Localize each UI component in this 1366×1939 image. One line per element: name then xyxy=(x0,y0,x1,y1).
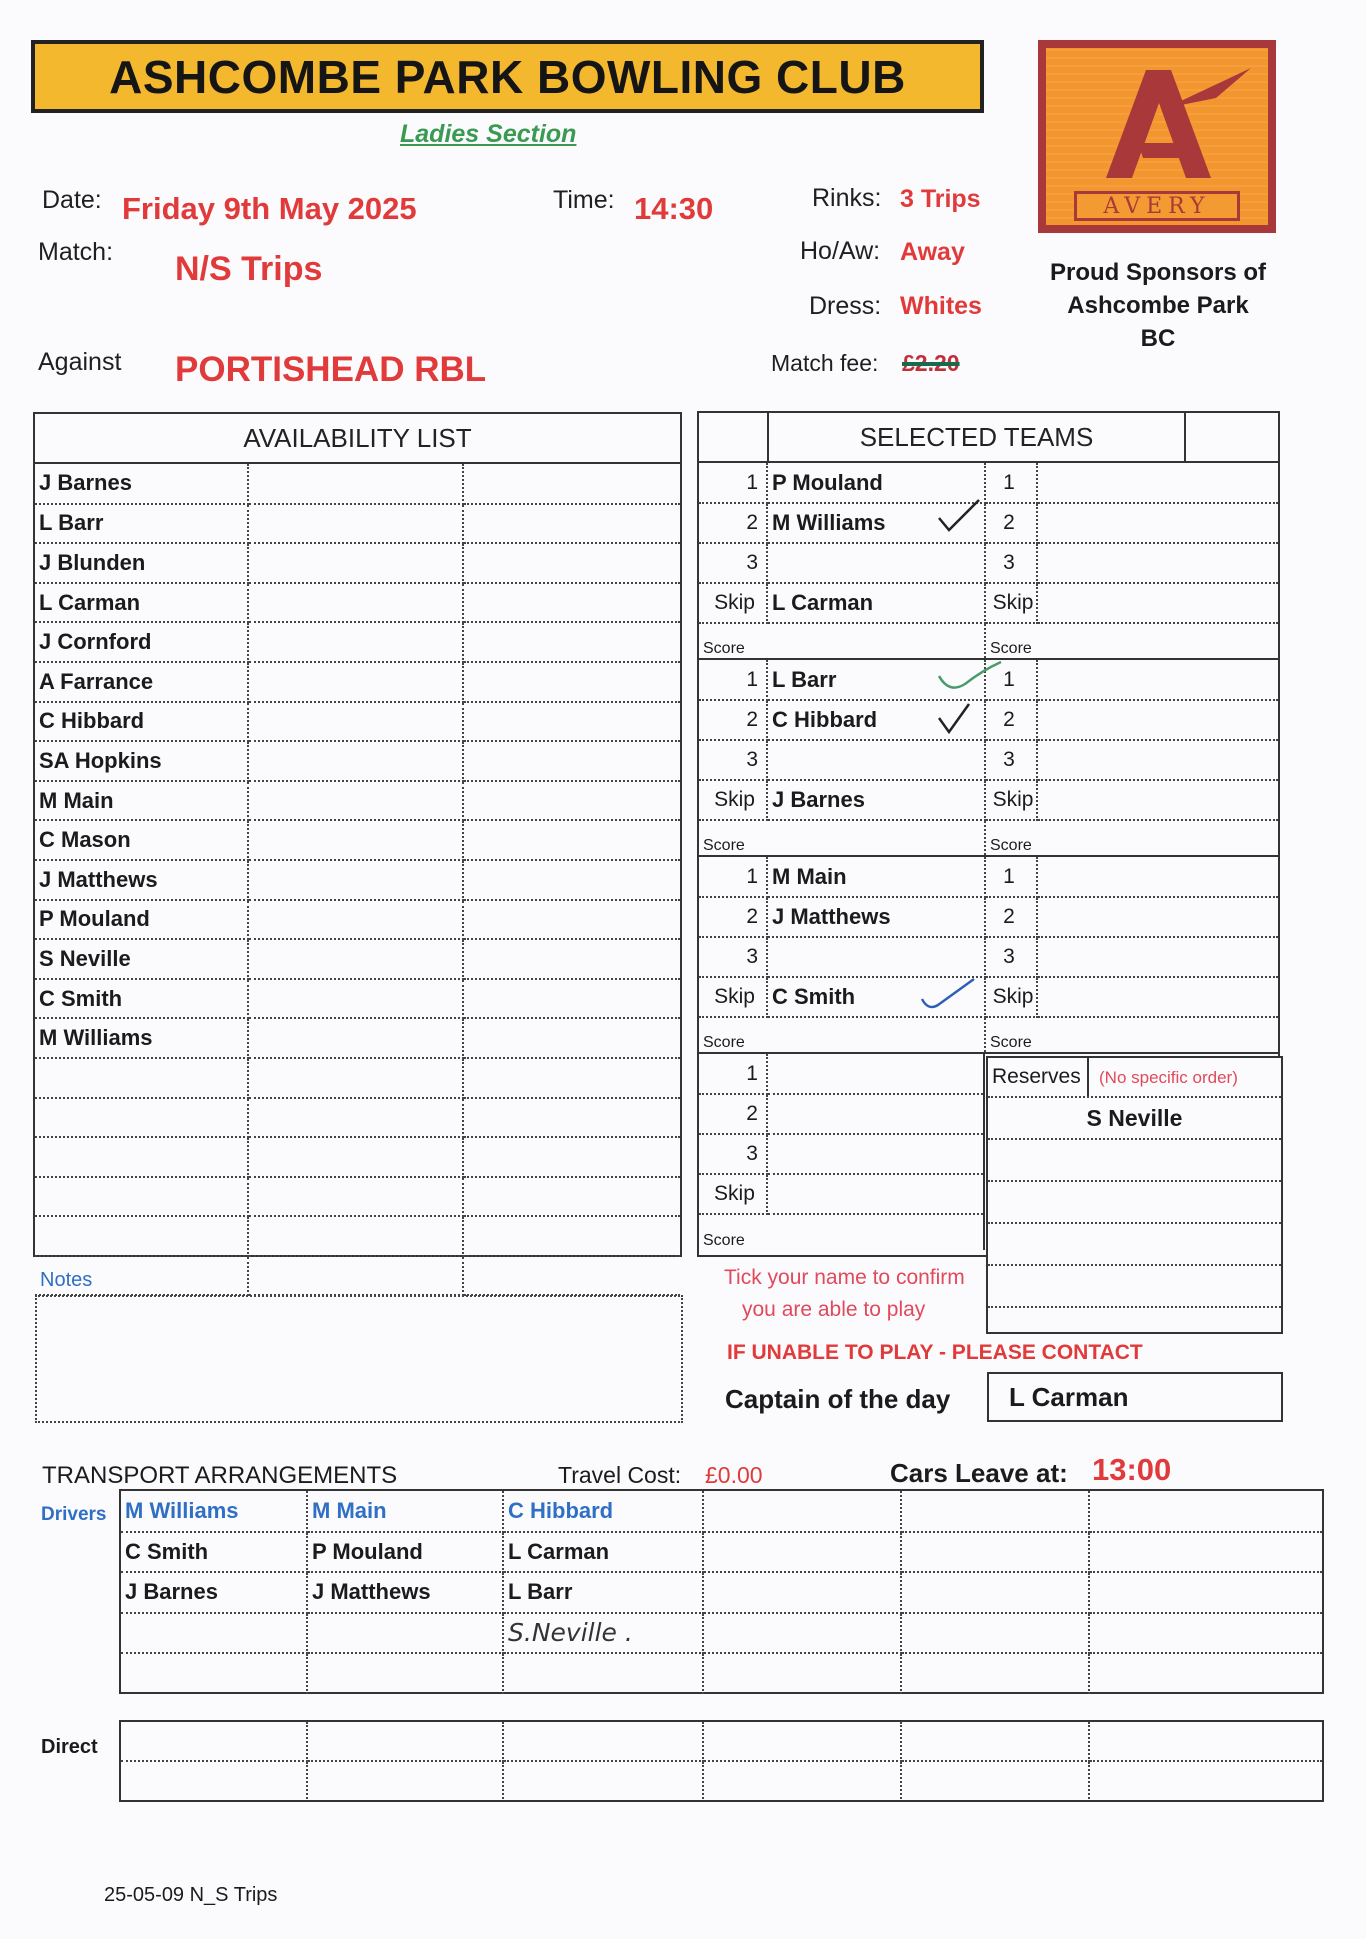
selected-teams-title: SELECTED TEAMS xyxy=(769,413,1186,461)
match-value: N/S Trips xyxy=(175,250,323,288)
opponent-position-number: 1 xyxy=(985,857,1037,897)
passenger-cell[interactable] xyxy=(1089,1653,1322,1694)
availability-row xyxy=(35,543,680,583)
direct-cell[interactable] xyxy=(121,1761,307,1800)
availability-cell[interactable] xyxy=(463,820,680,860)
tick-mark-icon xyxy=(935,496,985,536)
availability-row xyxy=(35,1137,680,1177)
availability-name: C Mason xyxy=(35,820,248,860)
position-number: 3 xyxy=(699,740,767,780)
availability-cell[interactable] xyxy=(248,1256,463,1296)
transport-row xyxy=(121,1491,1322,1532)
availability-cell[interactable] xyxy=(463,939,680,979)
availability-cell[interactable] xyxy=(248,939,463,979)
availability-cell[interactable] xyxy=(463,583,680,623)
position-number: 1 xyxy=(699,857,767,897)
score-label: Score xyxy=(699,1017,985,1053)
opponent-name[interactable] xyxy=(1037,937,1278,977)
availability-cell[interactable] xyxy=(248,1058,463,1098)
opponent-position-number: 2 xyxy=(985,700,1037,740)
section-title: Ladies Section xyxy=(400,120,577,148)
availability-row xyxy=(35,1018,680,1058)
passenger-cell[interactable] xyxy=(503,1653,703,1694)
passenger-cell[interactable]: P Mouland xyxy=(307,1532,503,1573)
direct-cell[interactable] xyxy=(307,1761,503,1800)
position-number: 1 xyxy=(699,660,767,700)
tick-note-2: you are able to play xyxy=(742,1298,926,1321)
travel-cost-label: Travel Cost: xyxy=(558,1462,682,1488)
player-name: J Barnes xyxy=(767,780,985,820)
availability-cell[interactable] xyxy=(248,900,463,940)
position-number: 2 xyxy=(699,1094,767,1134)
availability-name: SA Hopkins xyxy=(35,741,248,781)
against-value: PORTISHEAD RBL xyxy=(175,350,487,389)
availability-cell[interactable] xyxy=(463,662,680,702)
availability-name xyxy=(35,1058,248,1098)
score-label: Score xyxy=(703,1232,745,1249)
passenger-cell[interactable] xyxy=(901,1572,1089,1613)
tick-note-1: Tick your name to confirm xyxy=(724,1266,965,1289)
contact-note: IF UNABLE TO PLAY - PLEASE CONTACT xyxy=(727,1341,1143,1364)
player-name: L Carman xyxy=(767,583,985,623)
opponent-name[interactable] xyxy=(1037,503,1278,543)
position-number: 2 xyxy=(699,503,767,543)
availability-row xyxy=(35,1256,680,1296)
availability-name: L Carman xyxy=(35,583,248,623)
availability-row xyxy=(35,1058,680,1098)
fee-label: Match fee: xyxy=(771,350,879,376)
availability-cell[interactable] xyxy=(248,662,463,702)
direct-cell[interactable] xyxy=(503,1722,703,1761)
availability-cell[interactable] xyxy=(463,781,680,821)
position-number: 3 xyxy=(699,1134,767,1174)
opponent-name[interactable] xyxy=(1037,897,1278,937)
availability-cell[interactable] xyxy=(463,1058,680,1098)
availability-row xyxy=(35,900,680,940)
availability-cell[interactable] xyxy=(248,1137,463,1177)
position-number: 1 xyxy=(699,1054,767,1094)
position-number: 2 xyxy=(699,897,767,937)
driver-cell[interactable] xyxy=(901,1491,1089,1532)
availability-name: J Barnes xyxy=(35,464,248,504)
skip-label: Skip xyxy=(699,780,767,820)
availability-cell[interactable] xyxy=(463,900,680,940)
availability-cell[interactable] xyxy=(248,781,463,821)
position-number: 2 xyxy=(699,700,767,740)
score-label: Score xyxy=(699,820,985,856)
player-name: M Main xyxy=(767,857,985,897)
passenger-cell[interactable]: C Smith xyxy=(121,1532,307,1573)
sponsor-line: Ashcombe Park xyxy=(1067,292,1249,319)
direct-row xyxy=(121,1722,1322,1761)
availability-row xyxy=(35,781,680,821)
availability-name: J Matthews xyxy=(35,860,248,900)
player-name: M Williams xyxy=(767,503,985,543)
availability-cell[interactable] xyxy=(463,1018,680,1058)
availability-row xyxy=(35,1177,680,1217)
player-name xyxy=(767,1174,984,1214)
rinks-value: 3 Trips xyxy=(900,185,981,213)
availability-cell[interactable] xyxy=(248,979,463,1019)
passenger-cell[interactable] xyxy=(901,1653,1089,1694)
availability-cell[interactable] xyxy=(248,820,463,860)
passenger-cell[interactable] xyxy=(121,1613,307,1654)
notes-box[interactable] xyxy=(35,1295,683,1423)
passenger-cell[interactable] xyxy=(307,1653,503,1694)
opponent-name[interactable] xyxy=(1037,543,1278,583)
passenger-cell[interactable] xyxy=(1089,1613,1322,1654)
transport-row xyxy=(121,1613,1322,1654)
opponent-score-label: Score xyxy=(990,1034,1032,1051)
direct-cell[interactable] xyxy=(901,1761,1089,1800)
player-name xyxy=(767,543,985,583)
club-title: ASHCOMBE PARK BOWLING CLUB xyxy=(31,40,984,113)
passenger-cell[interactable]: J Matthews xyxy=(307,1572,503,1613)
transport-grid xyxy=(119,1489,1324,1694)
player-name xyxy=(767,937,985,977)
direct-cell[interactable] xyxy=(121,1722,307,1761)
player-name: C Hibbard xyxy=(767,700,985,740)
notes-label: Notes xyxy=(40,1269,93,1291)
passenger-cell[interactable]: S.Neville . xyxy=(503,1613,703,1654)
availability-title: AVAILABILITY LIST xyxy=(35,414,680,464)
date-value: Friday 9th May 2025 xyxy=(122,191,417,226)
passenger-cell[interactable]: L Carman xyxy=(503,1532,703,1573)
dress-value: Whites xyxy=(900,292,982,320)
player-name xyxy=(767,1054,984,1094)
driver-cell[interactable] xyxy=(1089,1491,1322,1532)
opponent-name[interactable] xyxy=(1037,740,1278,780)
passenger-cell[interactable] xyxy=(703,1613,901,1654)
availability-row xyxy=(35,504,680,544)
availability-name: A Farrance xyxy=(35,662,248,702)
date-label: Date: xyxy=(42,186,102,214)
tick-mark-icon xyxy=(935,700,975,736)
opponent-name[interactable] xyxy=(1037,583,1278,623)
availability-row xyxy=(35,662,680,702)
availability-cell[interactable] xyxy=(463,1256,680,1296)
availability-name: C Smith xyxy=(35,979,248,1019)
player-name xyxy=(767,740,985,780)
availability-name: J Cornford xyxy=(35,622,248,662)
sponsor-text xyxy=(1030,256,1286,355)
availability-cell[interactable] xyxy=(248,1018,463,1058)
dress-label: Dress: xyxy=(809,292,882,320)
availability-list xyxy=(33,412,682,1257)
opponent-name[interactable] xyxy=(1037,780,1278,820)
passenger-cell[interactable] xyxy=(1089,1572,1322,1613)
availability-row xyxy=(35,939,680,979)
availability-cell[interactable] xyxy=(463,504,680,544)
availability-row xyxy=(35,1216,680,1256)
direct-cell[interactable] xyxy=(1089,1761,1322,1800)
reserves-box xyxy=(986,1056,1283,1334)
player-name xyxy=(767,1094,984,1134)
transport-row xyxy=(121,1653,1322,1694)
availability-row xyxy=(35,741,680,781)
skip-label: Skip xyxy=(699,1174,767,1214)
availability-row xyxy=(35,702,680,742)
cars-leave-label: Cars Leave at: xyxy=(890,1458,1068,1488)
time-value: 14:30 xyxy=(634,191,714,226)
availability-row xyxy=(35,583,680,623)
passenger-cell[interactable]: L Barr xyxy=(503,1572,703,1613)
player-name: C Smith xyxy=(767,977,985,1017)
fee-value: £2.20 xyxy=(902,350,960,376)
passenger-cell[interactable] xyxy=(703,1572,901,1613)
availability-cell[interactable] xyxy=(248,1098,463,1138)
captain-value: L Carman xyxy=(987,1372,1283,1422)
availability-name: L Barr xyxy=(35,504,248,544)
availability-cell[interactable] xyxy=(463,1137,680,1177)
reserve-name: S Neville xyxy=(988,1098,1281,1140)
sponsor-line: Proud Sponsors of xyxy=(1050,259,1266,286)
direct-cell[interactable] xyxy=(503,1761,703,1800)
passenger-cell[interactable] xyxy=(901,1613,1089,1654)
transport-row xyxy=(121,1532,1322,1573)
skip-label: Skip xyxy=(699,977,767,1017)
direct-cell[interactable] xyxy=(703,1722,901,1761)
availability-row xyxy=(35,622,680,662)
tick-mark-icon xyxy=(918,975,978,1015)
skip-label: Skip xyxy=(699,583,767,623)
drivers-label: Drivers xyxy=(41,1504,107,1525)
availability-row xyxy=(35,464,680,504)
direct-cell[interactable] xyxy=(901,1722,1089,1761)
direct-cell[interactable] xyxy=(307,1722,503,1761)
availability-table xyxy=(35,464,680,1296)
opponent-name[interactable] xyxy=(1037,977,1278,1017)
direct-label: Direct xyxy=(41,1736,98,1758)
opponent-name[interactable] xyxy=(1037,660,1278,700)
availability-cell[interactable] xyxy=(248,543,463,583)
availability-cell[interactable] xyxy=(248,504,463,544)
opponent-position-number: 1 xyxy=(985,463,1037,503)
tick-mark-icon xyxy=(935,658,1005,698)
availability-name: S Neville xyxy=(35,939,248,979)
passenger-cell[interactable] xyxy=(703,1653,901,1694)
opponent-position-number: 2 xyxy=(985,503,1037,543)
availability-cell[interactable] xyxy=(463,741,680,781)
availability-cell[interactable] xyxy=(248,464,463,504)
availability-cell[interactable] xyxy=(463,1098,680,1138)
sponsor-line: BC xyxy=(1140,325,1176,352)
player-name: L Barr xyxy=(767,660,985,700)
availability-cell[interactable] xyxy=(463,1216,680,1256)
availability-cell[interactable] xyxy=(463,702,680,742)
opponent-name[interactable] xyxy=(1037,857,1278,897)
availability-cell[interactable] xyxy=(248,583,463,623)
opponent-position-number: 3 xyxy=(985,543,1037,583)
availability-cell[interactable] xyxy=(463,1177,680,1217)
availability-name: C Hibbard xyxy=(35,702,248,742)
hoaw-value: Away xyxy=(900,238,965,266)
position-number: 1 xyxy=(699,463,767,503)
direct-grid xyxy=(119,1720,1324,1802)
availability-name: J Blunden xyxy=(35,543,248,583)
avery-logo xyxy=(1038,40,1276,233)
availability-name: M Main xyxy=(35,781,248,821)
position-number: 3 xyxy=(699,543,767,583)
team-block xyxy=(699,463,1278,660)
availability-name xyxy=(35,1216,248,1256)
team-block xyxy=(699,1054,985,1250)
opponent-position-number: 3 xyxy=(985,740,1037,780)
passenger-cell[interactable]: J Barnes xyxy=(121,1572,307,1613)
availability-name xyxy=(35,1177,248,1217)
passenger-cell[interactable] xyxy=(307,1613,503,1654)
opponent-name[interactable] xyxy=(1037,700,1278,740)
transport-title: TRANSPORT ARRANGEMENTS xyxy=(42,1462,398,1489)
driver-cell[interactable]: M Main xyxy=(307,1491,503,1532)
cars-leave-value: 13:00 xyxy=(1092,1452,1172,1487)
availability-row xyxy=(35,1098,680,1138)
position-number: 3 xyxy=(699,937,767,977)
availability-name: M Williams xyxy=(35,1018,248,1058)
availability-cell[interactable] xyxy=(248,622,463,662)
time-label: Time: xyxy=(553,186,615,214)
opponent-position-number: 2 xyxy=(985,897,1037,937)
availability-row xyxy=(35,820,680,860)
availability-name xyxy=(35,1098,248,1138)
opponent-skip-label: Skip xyxy=(985,977,1037,1017)
availability-name xyxy=(35,1137,248,1177)
passenger-cell[interactable] xyxy=(703,1532,901,1573)
logo-text: AVERY xyxy=(1074,191,1240,221)
travel-cost-value: £0.00 xyxy=(705,1462,763,1488)
player-name: J Matthews xyxy=(767,897,985,937)
team-block xyxy=(699,857,1278,1054)
availability-cell[interactable] xyxy=(463,543,680,583)
reserves-note: (No specific order) xyxy=(1099,1068,1238,1087)
opponent-position-number: 1 xyxy=(985,660,1037,700)
score-label: Score xyxy=(699,623,985,659)
opponent-skip-label: Skip xyxy=(985,780,1037,820)
opponent-skip-label: Skip xyxy=(985,583,1037,623)
passenger-cell[interactable] xyxy=(901,1532,1089,1573)
reserves-label: Reserves xyxy=(988,1058,1089,1096)
availability-cell[interactable] xyxy=(248,741,463,781)
availability-cell[interactable] xyxy=(248,860,463,900)
availability-cell[interactable] xyxy=(463,979,680,1019)
opponent-position-number: 3 xyxy=(985,937,1037,977)
match-label: Match: xyxy=(38,238,114,266)
transport-row xyxy=(121,1572,1322,1613)
player-name: P Mouland xyxy=(767,463,985,503)
driver-cell[interactable] xyxy=(703,1491,901,1532)
availability-row xyxy=(35,979,680,1019)
direct-cell[interactable] xyxy=(1089,1722,1322,1761)
against-label: Against xyxy=(38,348,122,376)
opponent-score-label: Score xyxy=(990,837,1032,854)
player-name xyxy=(767,1134,984,1174)
passenger-cell[interactable] xyxy=(1089,1532,1322,1573)
availability-cell[interactable] xyxy=(463,464,680,504)
captain-label: Captain of the day xyxy=(725,1384,951,1414)
availability-cell[interactable] xyxy=(463,622,680,662)
driver-cell[interactable]: C Hibbard xyxy=(503,1491,703,1532)
direct-row xyxy=(121,1761,1322,1800)
passenger-cell[interactable] xyxy=(121,1653,307,1694)
availability-name: P Mouland xyxy=(35,900,248,940)
availability-cell[interactable] xyxy=(248,1216,463,1256)
rinks-label: Rinks: xyxy=(812,184,882,212)
hoaw-label: Ho/Aw: xyxy=(800,237,881,265)
opponent-name[interactable] xyxy=(1037,463,1278,503)
driver-cell[interactable]: M Williams xyxy=(121,1491,307,1532)
availability-cell[interactable] xyxy=(463,860,680,900)
availability-cell[interactable] xyxy=(248,702,463,742)
opponent-score-label: Score xyxy=(990,640,1032,657)
direct-cell[interactable] xyxy=(703,1761,901,1800)
footer-ref: 25-05-09 N_S Trips xyxy=(104,1884,278,1906)
availability-cell[interactable] xyxy=(248,1177,463,1217)
availability-row xyxy=(35,860,680,900)
